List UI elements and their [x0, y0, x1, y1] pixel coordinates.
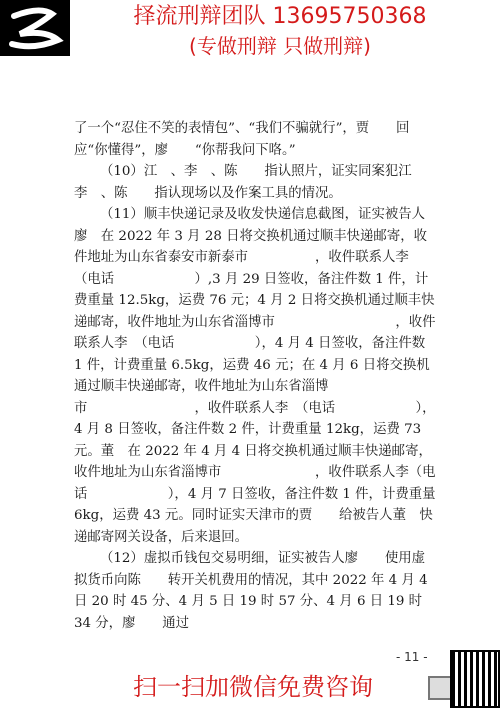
wechat-icon [428, 676, 452, 700]
paragraph: （10）江 、李 、陈 指认照片，证实同案犯江 李 、陈 指认现场以及作案工具的情况。 [74, 164, 426, 201]
page-number: - 11 - [396, 650, 428, 664]
footer-cta: 扫一扫加微信免费咨询 [133, 673, 373, 701]
header-title: 择流刑辩团队 13695750368 [133, 4, 427, 29]
paragraph: （12）虚拟币钱包交易明细，证实被告人廖 使用虚拟货币向陈 转开关机费用的情况，其中 2022 年 4 月 4 日 20 时 45 分、4 月 5 日 19 时 57 分、4 月 6 日 19 时 34 分，廖 通过 [74, 551, 428, 631]
document-body [74, 118, 436, 634]
qr-code-icon[interactable] [450, 650, 500, 708]
header-banner [60, 2, 500, 60]
paragraph: 了一个“忍住不笑的表情包”、“我们不骗就行”，贾 回应“你懂得”，廖 “你帮我问下咯。” [74, 121, 410, 158]
paragraph: （11）顺丰快递记录及收发快递信息截图，证实被告人廖 在 2022 年 3 月 28 日将交换机通过顺丰快递邮寄，收件地址为山东省泰安市新泰市 ，收件联系人李 （电话 ）,3 月 29 日签收，备注件数 1 件，计费重量 12.5kg，运费 76 元；4 月 2 日将交换机通过顺丰快递邮寄，收件地址为山东省淄博市 ，收件联系人李 （电话 ），4 月 4 日签收，备注件数 1 件，计费重量 6.5kg，运费 46 元；在 4 月 6 日将交换机通过顺丰快递邮寄，收件地址为山东省淄博市 ，收件联系人李 （电话 ），4 月 8 日签收，备注件数 2 件，计费重量 12kg，运费 73 元。董 在 2022 年 4 月 4 日将交换机通过顺丰快递邮寄，收件地址为山东省淄博市 ，收件联系人李（电话 ），4 月 7 日签收，备注件数 1 件，计费重量 6kg，运费 43 元。同时证实天津市的贾 给被告人董 快递邮寄网关设备，后来退回。 [74, 207, 436, 545]
header-subtitle: (专做刑辩 只做刑辩) [189, 34, 371, 58]
